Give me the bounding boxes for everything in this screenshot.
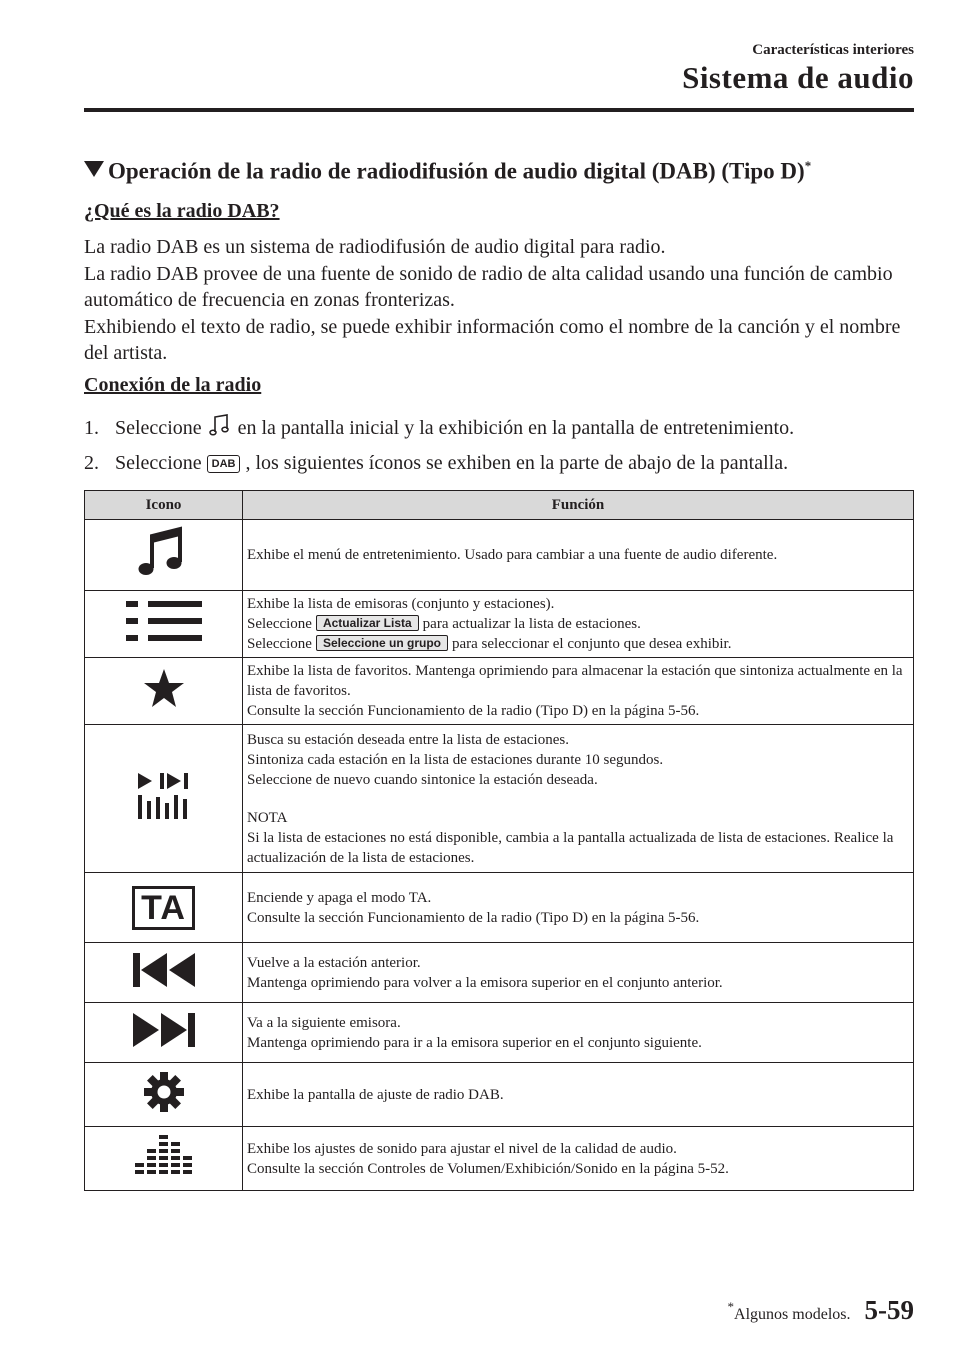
function-cell xyxy=(243,591,914,658)
note-title: NOTA xyxy=(247,809,288,826)
icon-cell xyxy=(85,943,243,1003)
function-text: Exhibe la lista de favoritos. Mantenga oprimiendo para almacenar la estación que sintoniza actualmente en la lista de favoritos. xyxy=(247,663,903,699)
table-row xyxy=(85,725,914,873)
function-text: Mantenga oprimiendo para ir a la emisora superior en el conjunto siguiente. xyxy=(247,1034,702,1051)
page-number: 5-59 xyxy=(864,1295,914,1325)
header-title: Sistema de audio xyxy=(682,60,914,95)
table-row xyxy=(85,873,914,943)
function-text: Vuelve a la estación anterior. xyxy=(247,954,421,971)
step-number: 2. xyxy=(84,452,99,474)
table-row xyxy=(85,591,914,658)
icon-cell xyxy=(85,1127,243,1191)
function-text xyxy=(247,614,909,634)
function-text: Va a la siguiente emisora. xyxy=(247,1014,401,1031)
next-track-icon xyxy=(131,1010,197,1050)
icon-cell xyxy=(85,873,243,943)
ta-icon: TA xyxy=(132,886,195,930)
intro-text xyxy=(84,234,914,367)
step-number: 1. xyxy=(84,417,99,439)
function-cell xyxy=(243,1127,914,1191)
function-cell xyxy=(243,873,914,943)
step-text: , los siguientes íconos se exhiben en la parte de abajo de la pantalla. xyxy=(245,452,789,474)
function-text: Mantenga oprimiendo para volver a la emisora superior en el conjunto anterior. xyxy=(247,974,723,991)
intro-heading: ¿Qué es la radio DAB? xyxy=(84,200,280,222)
column-header-function: Función xyxy=(243,491,914,520)
function-text: Sintoniza cada estación en la lista de estaciones durante 10 segundos. xyxy=(247,751,664,768)
table-row xyxy=(85,1063,914,1127)
icon-cell xyxy=(85,658,243,725)
previous-track-icon xyxy=(131,950,197,990)
equalizer-icon xyxy=(133,1133,195,1179)
function-text: Enciende y apaga el modo TA. xyxy=(247,889,432,906)
music-note-icon xyxy=(207,412,233,438)
function-text-part: para actualizar la lista de estaciones. xyxy=(422,616,641,632)
dab-button-image: DAB xyxy=(207,455,241,473)
step-2 xyxy=(84,452,788,475)
function-text: Consulte la sección Funcionamiento de la radio (Tipo D) en la página 5-56. xyxy=(247,909,700,926)
table-row xyxy=(85,520,914,591)
function-text: Exhibe los ajustes de sonido para ajustar el nivel de la calidad de audio. xyxy=(247,1140,677,1157)
icon-cell xyxy=(85,520,243,591)
page-footer xyxy=(728,1295,914,1326)
function-text-part: Seleccione xyxy=(247,616,312,632)
footnote-text: Algunos modelos. xyxy=(734,1306,851,1323)
function-text: Exhibe el menú de entretenimiento. Usado para cambiar a una fuente de audio diferente. xyxy=(247,547,778,563)
function-text-part: Seleccione xyxy=(247,636,312,652)
star-icon xyxy=(142,667,186,709)
gear-icon xyxy=(143,1071,185,1113)
function-text: Seleccione de nuevo cuando sintonice la estación deseada. xyxy=(247,771,598,788)
icon-cell xyxy=(85,725,243,873)
function-text: Busca su estación deseada entre la lista de estaciones. xyxy=(247,731,569,748)
table-row xyxy=(85,943,914,1003)
icon-cell xyxy=(85,591,243,658)
note-text: Si la lista de estaciones no está disponible, cambia a la pantalla actualizada de lista de estaciones. Realice la actualización de la lista de estaciones. xyxy=(247,829,894,866)
function-cell xyxy=(243,1003,914,1063)
function-text: Consulte la sección Controles de Volumen/Exhibición/Sonido en la página 5-52. xyxy=(247,1160,729,1177)
step-1 xyxy=(84,412,794,440)
step-text: Seleccione xyxy=(115,452,202,474)
step-text: Seleccione xyxy=(115,417,202,439)
function-text: Exhibe la pantalla de ajuste de radio DAB. xyxy=(247,1086,504,1103)
function-text: Consulte la sección Funcionamiento de la radio (Tipo D) en la página 5-56. xyxy=(247,703,700,719)
section-title xyxy=(84,158,811,185)
icon-function-table xyxy=(84,490,914,1191)
spacer xyxy=(247,790,909,808)
header-section: Características interiores xyxy=(752,42,914,58)
table-row xyxy=(85,1003,914,1063)
intro-paragraph: La radio DAB provee de una fuente de sonido de radio de alta calidad usando una función de cambio automático de frecuencia en zonas fronterizas. xyxy=(84,262,893,311)
table-header-row xyxy=(85,491,914,520)
header-divider xyxy=(84,108,914,112)
column-header-icon: Icono xyxy=(85,491,243,520)
update-list-button-image: Actualizar Lista xyxy=(316,615,419,631)
triangle-down-icon xyxy=(84,161,104,177)
icon-cell xyxy=(85,1003,243,1063)
section-title-text: Operación de la radio de radiodifusión de audio digital (DAB) (Tipo D) xyxy=(108,158,805,184)
select-group-button-image: Seleccione un grupo xyxy=(316,635,448,651)
function-cell xyxy=(243,943,914,1003)
scan-icon xyxy=(134,771,194,821)
section-title-mark: * xyxy=(804,158,812,173)
step-text: en la pantalla inicial y la exhibición en la pantalla de entretenimiento. xyxy=(237,417,795,439)
function-cell xyxy=(243,658,914,725)
function-cell xyxy=(243,520,914,591)
footnote-mark: * xyxy=(727,1299,735,1314)
connection-heading: Conexión de la radio xyxy=(84,374,262,396)
function-text-part: para seleccionar el conjunto que desea exhibir. xyxy=(452,636,732,652)
function-cell xyxy=(243,1063,914,1127)
function-cell xyxy=(243,725,914,873)
table-row xyxy=(85,1127,914,1191)
music-note-icon xyxy=(134,524,194,580)
icon-cell xyxy=(85,1063,243,1127)
intro-paragraph: Exhibiendo el texto de radio, se puede exhibir información como el nombre de la canción y el nombre del artista. xyxy=(84,315,901,364)
intro-paragraph: La radio DAB es un sistema de radiodifusión de audio digital para radio. xyxy=(84,236,666,258)
table-row xyxy=(85,658,914,725)
list-icon xyxy=(124,597,204,645)
function-text xyxy=(247,634,909,654)
function-text: Exhibe la lista de emisoras (conjunto y estaciones). xyxy=(247,596,555,612)
